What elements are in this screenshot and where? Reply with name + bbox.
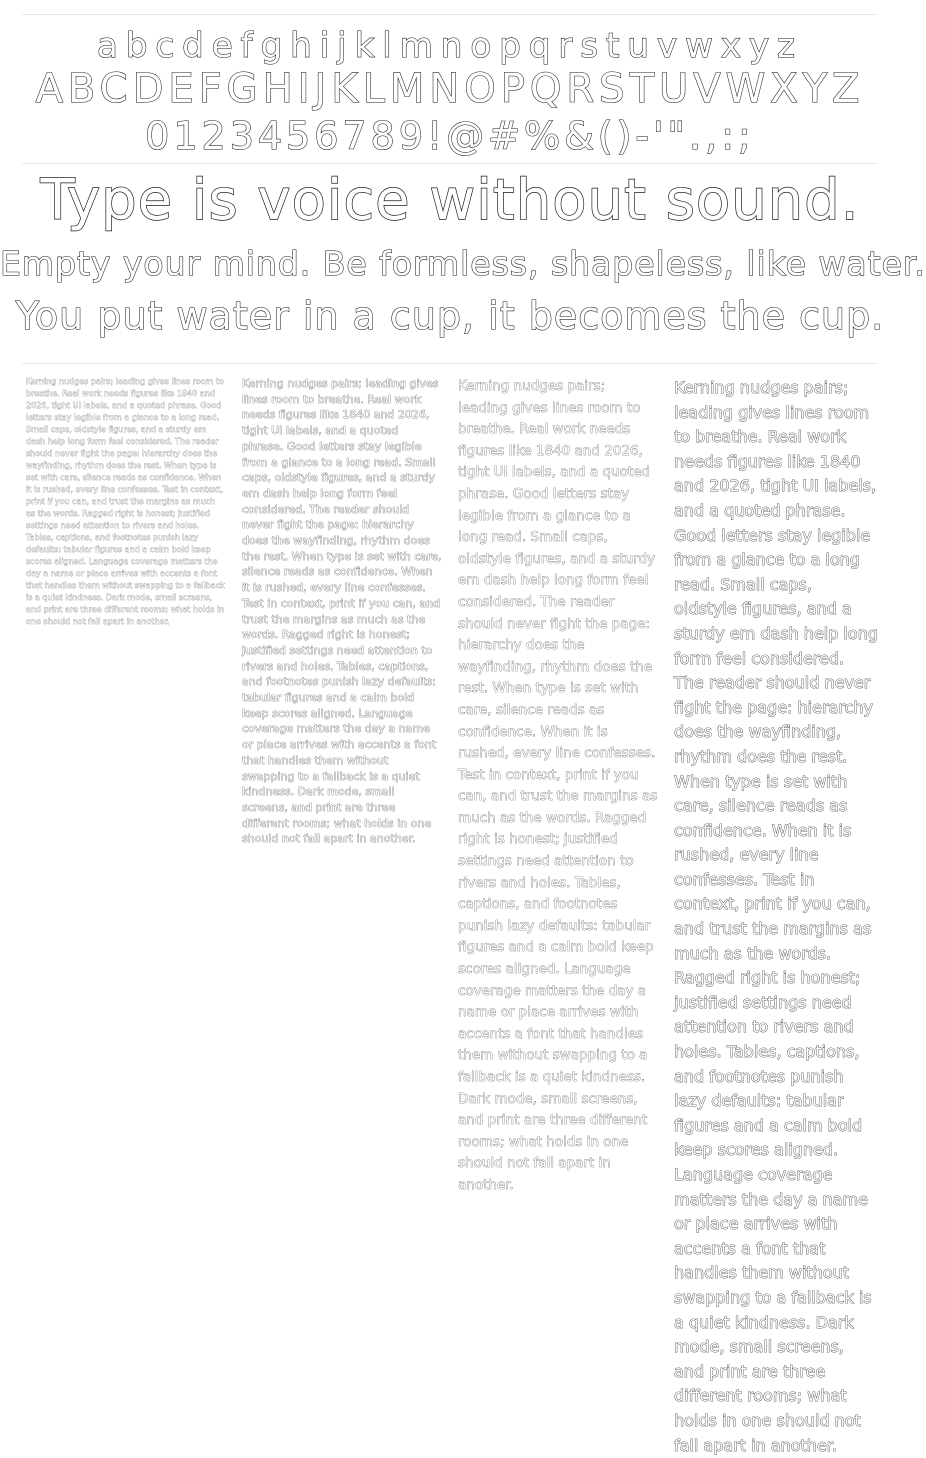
display-line-medium: Empty your mind. Be formless, shapeless, like water.	[0, 244, 926, 283]
divider-top	[22, 14, 878, 15]
figures-and-punctuation: 0123456789!@#%&()-'".,:;	[145, 114, 755, 158]
divider-display	[22, 363, 878, 364]
lowercase-alphabet: abcdefghijklmnopqrstuvwxyz	[97, 26, 803, 66]
uppercase-alphabet: ABCDEFGHIJKLMNOPQRSTUVWXYZ	[35, 66, 865, 112]
body-text-column-small: Kerning nudges pairs; leading gives lines room to breathe. Real work needs figures like 1840 and 2026, tight UI labels, and a quoted phrase. Good letters stay legible from a glance to a long read. Small caps, oldstyle figures, and a sturdy em dash help long form feel considered. The reader should never fight the page: hierarchy does the wayfinding, rhythm does the rest. When type is set with care, silence reads as confidence. When it is rushed, every line confesses. Test in context, print if you can, and trust the margins as much as the words. Ragged right is honest; justified settings need attention to rivers and holes. Tables, captions, and footnotes punish lazy defaults: tabular figures and a calm bold keep scores aligned. Language coverage matters the day a name or place arrives with accents a font that handles them without swapping to a fallback is a quiet kindness. Dark mode, small screens, and print are three different rooms; what holds in one should not fall apart in another.	[26, 377, 225, 626]
body-text-column-xlarge: Kerning nudges pairs; leading gives lines room to breathe. Real work needs figures like 1840 and 2026, tight UI labels, and a quoted phrase. Good letters stay legible from a glance to a long read. Small caps, oldstyle figures, and a sturdy em dash help long form feel considered. The reader should never fight the page: hierarchy does the wayfinding, rhythm does the rest. When type is set with care, silence reads as confidence. When it is rushed, every line confesses. Test in context, print if you can, and trust the margins as much as the words. Ragged right is honest; justified settings need attention to rivers and holes. Tables, captions, and footnotes punish lazy defaults: tabular figures and a calm bold keep scores aligned. Language coverage matters the day a name or place arrives with accents a font that handles them without swapping to a fallback is a quiet kindness. Dark mode, small screens, and print are three different rooms; what holds in one should not fall apart in another.	[674, 378, 878, 1455]
body-text-column-large: Kerning nudges pairs; leading gives lines room to breathe. Real work needs figures like 1840 and 2026, tight UI labels, and a quoted phrase. Good letters stay legible from a glance to a long read. Small caps, oldstyle figures, and a sturdy em dash help long form feel considered. The reader should never fight the page: hierarchy does the wayfinding, rhythm does the rest. When type is set with care, silence reads as confidence. When it is rushed, every line confesses. Test in context, print if you can, and trust the margins as much as the words. Ragged right is honest; justified settings need attention to rivers and holes. Tables, captions, and footnotes punish lazy defaults: tabular figures and a calm bold keep scores aligned. Language coverage matters the day a name or place arrives with accents a font that handles them without swapping to a fallback is a quiet kindness. Dark mode, small screens, and print are three different rooms; what holds in one should not fall apart in another.	[458, 378, 658, 1193]
display-line-medium-large: You put water in a cup, it becomes the cup.	[15, 294, 885, 338]
divider-alphabet	[22, 163, 878, 164]
body-text-column-medium: Kerning nudges pairs; leading gives lines room to breathe. Real work needs figures like 1840 and 2026, tight UI labels, and a quoted phrase. Good letters stay legible from a glance to a long read. Small caps, oldstyle figures, and a sturdy em dash help long form feel considered. The reader should never fight the page: hierarchy does the wayfinding, rhythm does the rest. When type is set with care, silence reads as confidence. When it is rushed, every line confesses. Test in context, print if you can, and trust the margins as much as the words. Ragged right is honest; justified settings need attention to rivers and holes. Tables, captions, and footnotes punish lazy defaults: tabular figures and a calm bold keep scores aligned. Language coverage matters the day a name or place arrives with accents a font that handles them without swapping to a fallback is a quiet kindness. Dark mode, small screens, and print are three different rooms; what holds in one should not fall apart in another.	[242, 377, 442, 846]
display-line-large: Type is voice without sound.	[40, 168, 860, 233]
